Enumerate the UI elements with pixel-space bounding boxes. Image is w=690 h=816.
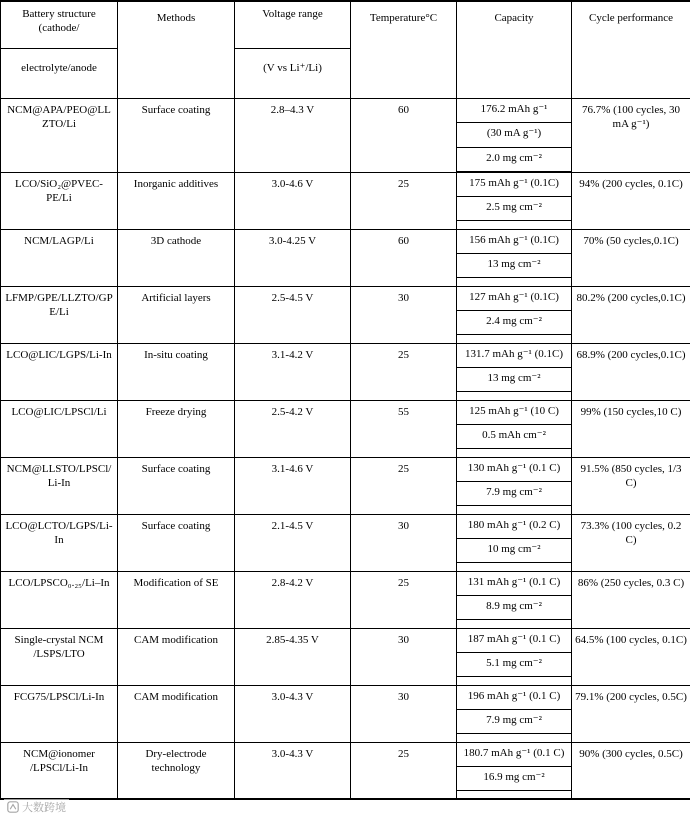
- header-cycle-performance-label: Cycle performance: [589, 12, 673, 24]
- cycle-performance-cell: 68.9% (200 cycles,0.1C): [572, 343, 690, 400]
- temperature-cell: 30: [351, 286, 457, 343]
- cycle-performance-cell: 80.2% (200 cycles,0.1C): [572, 286, 690, 343]
- capacity-sub-cell: 196 mAh g⁻¹ (0.1 C): [457, 686, 571, 710]
- voltage-range-cell: 2.85-4.35 V: [235, 628, 351, 685]
- temperature-cell: 25: [351, 343, 457, 400]
- header-capacity-label: Capacity: [494, 12, 534, 24]
- cycle-performance-cell: 90% (300 cycles, 0.5C): [572, 742, 690, 799]
- method-cell: In-situ coating: [118, 343, 235, 400]
- battery-structure-cell: FCG75/LPSCl/Li-In: [1, 685, 118, 742]
- method-cell: CAM modification: [118, 628, 235, 685]
- table-row: [1, 571, 690, 628]
- capacity-cell: [457, 514, 572, 571]
- battery-structure-cell: LCO/SiO₂@PVEC-PE/Li: [1, 172, 118, 229]
- voltage-range-cell: 3.0-4.3 V: [235, 685, 351, 742]
- capacity-cell: [457, 99, 572, 173]
- battery-structure-cell: NCM@ionomer /LPSCl/Li-In: [1, 742, 118, 799]
- voltage-range-cell: 2.5-4.2 V: [235, 400, 351, 457]
- battery-structure-cell: NCM@LLSTO/LPSCl/Li-In: [1, 457, 118, 514]
- method-cell: CAM modification: [118, 685, 235, 742]
- capacity-sub-cell: 2.5 mg cm⁻²: [457, 197, 571, 221]
- voltage-range-cell: 3.1-4.6 V: [235, 457, 351, 514]
- watermark: [4, 799, 69, 815]
- table-row: [1, 514, 690, 571]
- battery-structure-cell: Single-crystal NCM /LSPS/LTO: [1, 628, 118, 685]
- header-voltage-range-line2: (V vs Li⁺/Li): [263, 62, 322, 74]
- header-battery-structure-line1: Battery structure (cathode/: [1, 2, 117, 49]
- capacity-cell: [457, 742, 572, 799]
- capacity-sub-cell: 180.7 mAh g⁻¹ (0.1 C): [457, 743, 571, 767]
- temperature-cell: 25: [351, 571, 457, 628]
- capacity-cell: [457, 685, 572, 742]
- method-cell: Surface coating: [118, 99, 235, 173]
- battery-structure-cell: LCO@LIC/LPSCl/Li: [1, 400, 118, 457]
- temperature-cell: 60: [351, 229, 457, 286]
- capacity-sub-cell: 2.0 mg cm⁻²: [457, 148, 571, 172]
- cycle-performance-cell: 94% (200 cycles, 0.1C): [572, 172, 690, 229]
- header-voltage-range-line1: Voltage range: [235, 2, 350, 49]
- temperature-cell: 60: [351, 99, 457, 173]
- capacity-sub-cell: 175 mAh g⁻¹ (0.1C): [457, 173, 571, 197]
- capacity-sub-cell: 16.9 mg cm⁻²: [457, 767, 571, 791]
- cycle-performance-cell: 76.7% (100 cycles, 30 mA g⁻¹): [572, 99, 690, 173]
- method-cell: Modification of SE: [118, 571, 235, 628]
- header-row: [1, 1, 690, 99]
- table-row: [1, 286, 690, 343]
- table-row: [1, 742, 690, 799]
- cycle-performance-cell: 79.1% (200 cycles, 0.5C): [572, 685, 690, 742]
- method-cell: Artificial layers: [118, 286, 235, 343]
- capacity-sub-cell: 0.5 mAh cm⁻²: [457, 425, 571, 449]
- capacity-sub-cell: 7.9 mg cm⁻²: [457, 710, 571, 734]
- table-row: [1, 172, 690, 229]
- table-body: [1, 99, 690, 800]
- temperature-cell: 25: [351, 457, 457, 514]
- battery-structure-cell: LCO@LIC/LGPS/Li-In: [1, 343, 118, 400]
- cycle-performance-cell: 99% (150 cycles,10 C): [572, 400, 690, 457]
- capacity-sub-cell: 180 mAh g⁻¹ (0.2 C): [457, 515, 571, 539]
- battery-structure-cell: LCO/LPSCO₀.₂₅/Li–In: [1, 571, 118, 628]
- temperature-cell: 30: [351, 685, 457, 742]
- capacity-sub-cell: 5.1 mg cm⁻²: [457, 653, 571, 677]
- battery-structure-cell: LCO@LCTO/LGPS/Li-In: [1, 514, 118, 571]
- watermark-text: 大数跨境: [22, 802, 66, 814]
- temperature-cell: 25: [351, 742, 457, 799]
- table-row: [1, 343, 690, 400]
- cycle-performance-cell: 91.5% (850 cycles, 1/3 C): [572, 457, 690, 514]
- capacity-cell: [457, 628, 572, 685]
- table-row: [1, 400, 690, 457]
- cycle-performance-cell: 70% (50 cycles,0.1C): [572, 229, 690, 286]
- cycle-performance-cell: 86% (250 cycles, 0.3 C): [572, 571, 690, 628]
- method-cell: 3D cathode: [118, 229, 235, 286]
- temperature-cell: 25: [351, 172, 457, 229]
- capacity-sub-cell: 176.2 mAh g⁻¹: [457, 99, 571, 123]
- method-cell: Freeze drying: [118, 400, 235, 457]
- table-row: [1, 628, 690, 685]
- header-methods: [118, 1, 235, 99]
- table-row: [1, 457, 690, 514]
- voltage-range-cell: 2.8-4.2 V: [235, 571, 351, 628]
- capacity-sub-cell: 10 mg cm⁻²: [457, 539, 571, 563]
- capacity-sub-cell: 131 mAh g⁻¹ (0.1 C): [457, 572, 571, 596]
- capacity-sub-cell: 2.4 mg cm⁻²: [457, 311, 571, 335]
- header-battery-structure: [1, 1, 118, 99]
- capacity-cell: [457, 286, 572, 343]
- temperature-cell: 55: [351, 400, 457, 457]
- method-cell: Surface coating: [118, 514, 235, 571]
- battery-structure-cell: NCM@APA/PEO@LLZTO/Li: [1, 99, 118, 173]
- header-voltage-range: [235, 1, 351, 99]
- cycle-performance-cell: 64.5% (100 cycles, 0.1C): [572, 628, 690, 685]
- capacity-sub-cell: 187 mAh g⁻¹ (0.1 C): [457, 629, 571, 653]
- capacity-sub-cell: 131.7 mAh g⁻¹ (0.1C): [457, 344, 571, 368]
- capacity-cell: [457, 172, 572, 229]
- header-capacity: [457, 1, 572, 99]
- method-cell: Surface coating: [118, 457, 235, 514]
- capacity-sub-cell: 8.9 mg cm⁻²: [457, 596, 571, 620]
- voltage-range-cell: 3.0-4.25 V: [235, 229, 351, 286]
- capacity-sub-cell: 127 mAh g⁻¹ (0.1C): [457, 287, 571, 311]
- battery-structure-cell: NCM/LAGP/Li: [1, 229, 118, 286]
- method-cell: Inorganic additives: [118, 172, 235, 229]
- capacity-cell: [457, 457, 572, 514]
- capacity-sub-cell: (30 mA g⁻¹): [457, 123, 571, 147]
- header-temperature: [351, 1, 457, 99]
- temperature-cell: 30: [351, 628, 457, 685]
- capacity-cell: [457, 571, 572, 628]
- voltage-range-cell: 2.1-4.5 V: [235, 514, 351, 571]
- capacity-cell: [457, 343, 572, 400]
- header-cycle-performance: [572, 1, 690, 99]
- capacity-sub-cell: 156 mAh g⁻¹ (0.1C): [457, 230, 571, 254]
- voltage-range-cell: 3.0-4.3 V: [235, 742, 351, 799]
- capacity-sub-cell: 7.9 mg cm⁻²: [457, 482, 571, 506]
- voltage-range-cell: 2.5-4.5 V: [235, 286, 351, 343]
- watermark-logo-icon: [7, 801, 19, 813]
- voltage-range-cell: 2.8–4.3 V: [235, 99, 351, 173]
- method-cell: Dry-electrode technology: [118, 742, 235, 799]
- voltage-range-cell: 3.1-4.2 V: [235, 343, 351, 400]
- header-battery-structure-line2: electrolyte/anode: [21, 62, 97, 74]
- capacity-cell: [457, 229, 572, 286]
- table-row: [1, 99, 690, 173]
- capacity-sub-cell: 130 mAh g⁻¹ (0.1 C): [457, 458, 571, 482]
- capacity-sub-cell: 125 mAh g⁻¹ (10 C): [457, 401, 571, 425]
- voltage-range-cell: 3.0-4.6 V: [235, 172, 351, 229]
- header-temperature-label: Temperature°C: [369, 12, 438, 24]
- capacity-sub-cell: 13 mg cm⁻²: [457, 254, 571, 278]
- header-methods-label: Methods: [156, 12, 196, 24]
- capacity-sub-cell: 13 mg cm⁻²: [457, 368, 571, 392]
- cycle-performance-cell: 73.3% (100 cycles, 0.2 C): [572, 514, 690, 571]
- table-row: [1, 229, 690, 286]
- temperature-cell: 30: [351, 514, 457, 571]
- battery-structure-cell: LFMP/GPE/LLZTO/GPE/Li: [1, 286, 118, 343]
- table-row: [1, 685, 690, 742]
- capacity-cell: [457, 400, 572, 457]
